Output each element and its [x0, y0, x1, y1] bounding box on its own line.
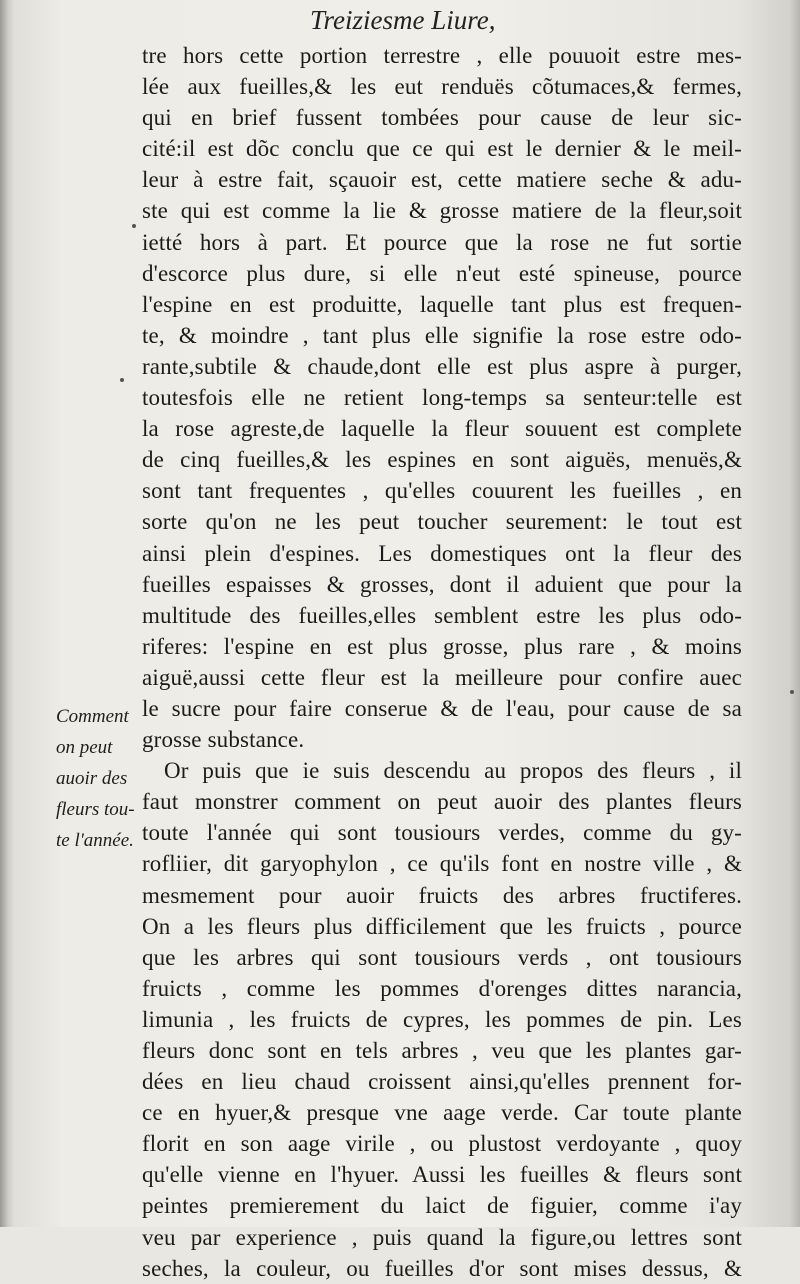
text-line-paragraph-end: grosse substance. [142, 727, 305, 753]
text-line: On a les fleurs plus difficilement que les fruicts , pource [142, 913, 742, 939]
text-line: sorte qu'on ne les peut toucher seurement: le tout est [142, 509, 742, 535]
text-line: rante,subtile & chaude,dont elle est plus aspre à purger, [142, 353, 742, 379]
text-line: riferes: l'espine en est plus grosse, plus rare , & moins [142, 633, 742, 659]
text-line: faut monstrer comment on peut auoir des plantes fleurs [142, 789, 742, 815]
text-line: te, & moindre , tant plus elle signifie la rose estre odo- [142, 322, 742, 348]
binding-shadow [0, 0, 14, 1227]
ink-speck [120, 378, 124, 382]
text-line: sont tant frequentes , qu'elles couurent les fueilles , en [142, 478, 742, 504]
text-line-paragraph-start: Or puis que ie suis descendu au propos des fleurs , il [164, 758, 742, 784]
text-line: fleurs donc sont en tels arbres , veu que les plantes gar- [142, 1038, 742, 1063]
text-line: ainsi plein d'espines. Les domestiques ont la fleur des [142, 540, 742, 566]
text-line: d'escorce plus dure, si elle n'eut esté spineuse, pource [142, 260, 742, 286]
text-line: lée aux fueilles,& les eut renduës cõtumaces,& fermes, [142, 74, 742, 100]
page-edge [790, 0, 800, 1227]
text-line: toute l'année qui sont tousiours verdes, comme du gy- [142, 820, 742, 846]
text-line: aiguë,aussi cette fleur est la meilleure pour confire auec [142, 664, 742, 690]
text-line: cité:il est dõc conclu que ce qui est le dernier & le meil- [142, 136, 742, 162]
text-line: florit en son aage virile , ou plustost verdoyante , quoy [142, 1131, 742, 1157]
marginal-note-line: te l'année. [56, 830, 134, 852]
marginal-note-line: auoir des [56, 768, 128, 790]
text-line: mesmement pour auoir fruicts des arbres fructiferes. [142, 882, 742, 908]
marginal-note [56, 701, 144, 856]
marginal-note-line: fleurs tou- [56, 799, 135, 821]
running-head: Treiziesme Liure, [310, 5, 496, 35]
ink-speck [790, 690, 794, 694]
text-line: qu'elle vienne en l'hyuer. Aussi les fueilles & fleurs sont [142, 1162, 742, 1188]
text-line: limunia , les fruicts de cypres, les pommes de pin. Les [142, 1006, 742, 1032]
text-line: de cinq fueilles,& les espines en sont aiguës, menuës,& [142, 447, 742, 473]
text-line: multitude des fueilles,elles semblent estre les plus odo- [142, 602, 742, 628]
text-line: ietté hors à part. Et pource que la rose ne fut sortie [142, 229, 742, 255]
text-line: veu par experience , puis quand la figure,ou lettres sont [142, 1224, 742, 1250]
text-line: fruicts , comme les pommes d'orenges dittes narancia, [142, 975, 742, 1001]
text-line: le sucre pour faire conserue & de l'eau, pour cause de sa [142, 695, 742, 721]
text-line: ce en hyuer,& presque vne aage verde. Car toute plante [142, 1100, 742, 1126]
text-line: leur à estre fait, sçauoir est, cette matiere seche & adu- [142, 167, 742, 193]
text-line: peintes premierement du laict de figuier, comme i'ay [142, 1193, 742, 1219]
text-line: que les arbres qui sont tousiours verds , ont tousiours [142, 944, 742, 970]
ink-speck [132, 224, 136, 228]
text-line: tre hors cette portion terrestre , elle pouuoit estre mes- [142, 43, 742, 68]
text-line: toutesfois elle ne retient long-temps sa senteur:telle est [142, 385, 742, 411]
text-line: seches, la couleur, ou fueilles d'or sont mises dessus, & [142, 1255, 742, 1281]
text-line: ste qui est comme la lie & grosse matiere de la fleur,soit [142, 198, 742, 224]
text-line: dées en lieu chaud croissent ainsi,qu'elles prennent for- [142, 1069, 742, 1095]
text-line: fueilles espaisses & grosses, dont il aduient que pour la [142, 571, 742, 597]
text-line: rofliier, dit garyophylon , ce qu'ils font en nostre ville , & [142, 851, 742, 877]
marginal-note-line: Comment [56, 706, 129, 727]
text-line: la rose agreste,de laquelle la fleur souuent est complete [142, 416, 742, 442]
text-line: l'espine en est produitte, laquelle tant plus est frequen- [142, 291, 742, 317]
text-line: qui en brief fussent tombées pour cause de leur sic- [142, 105, 742, 131]
body-text [142, 40, 742, 1284]
marginal-note-line: on peut [56, 737, 113, 759]
